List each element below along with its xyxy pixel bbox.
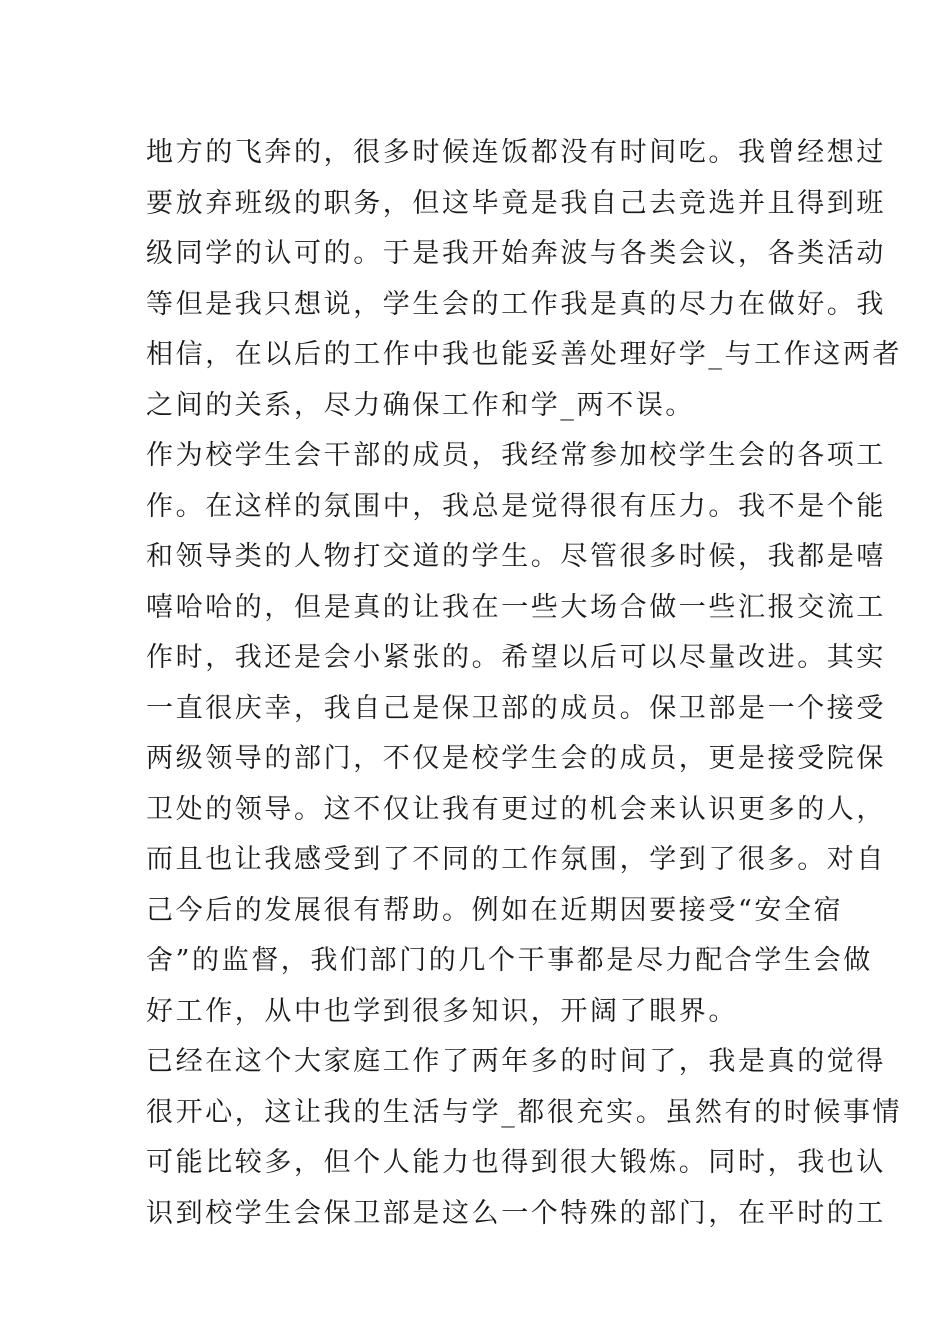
text-line: 很开心，这让我的生活与学_都很充实。虽然有的时候事情 [146,1096,903,1128]
text-line: 己今后的发展很有帮助。例如在近期因要接受“安全宿 [146,894,844,926]
text-line: 相信，在以后的工作中我也能妥善处理好学_与工作这两者 [146,339,903,370]
text-line: 作为校学生会干部的成员，我经常参加校学生会的各项工 [146,440,886,471]
text-line: 之间的关系，尽力确保工作和学_两不误。 [146,389,695,421]
text-line: 已经在这个大家庭工作了两年多的时间了，我是真的觉得 [146,1046,886,1077]
text-line: 两级领导的部门，不仅是校学生会的成员，更是接受院保 [146,743,886,774]
text-line: 好工作，从中也学到很多知识，开阔了眼界。 [146,995,738,1027]
text-line: 卫处的领导。这不仅让我有更过的机会来认识更多的人， [146,793,886,825]
text-line: 和领导类的人物打交道的学生。尽管很多时候，我都是嘻 [146,541,886,572]
paragraph-3 [146,1037,903,1239]
text-line: 可能比较多，但个人能力也得到很大锻炼。同时，我也认 [146,1147,886,1178]
document-body [146,128,903,1239]
paragraph-1 [146,128,903,431]
text-line: 嘻哈哈的，但是真的让我在一些大场合做一些汇报交流工 [146,591,886,623]
text-line: 舍”的监督，我们部门的几个干事都是尽力配合学生会做 [146,945,873,976]
text-line: 一直很庆幸，我自己是保卫部的成员。保卫部是一个接受 [146,692,886,724]
text-line: 地方的飞奔的，很多时候连饭都没有时间吃。我曾经想过 [146,137,886,168]
paragraph-2 [146,431,886,1037]
text-line: 作时，我还是会小紧张的。希望以后可以尽量改进。其实 [146,642,886,673]
text-line: 而且也让我感受到了不同的工作氛围，学到了很多。对自 [146,844,886,875]
text-line: 等但是我只想说，学生会的工作我是真的尽力在做好。我 [146,288,886,320]
text-line: 识到校学生会保卫部是这么一个特殊的部门，在平时的工 [146,1197,886,1229]
text-line: 作。在这样的氛围中，我总是觉得很有压力。我不是个能 [146,490,886,522]
text-line: 级同学的认可的。于是我开始奔波与各类会议，各类活动 [146,238,886,269]
text-line: 要放弃班级的职务，但这毕竟是我自己去竞选并且得到班 [146,187,886,219]
